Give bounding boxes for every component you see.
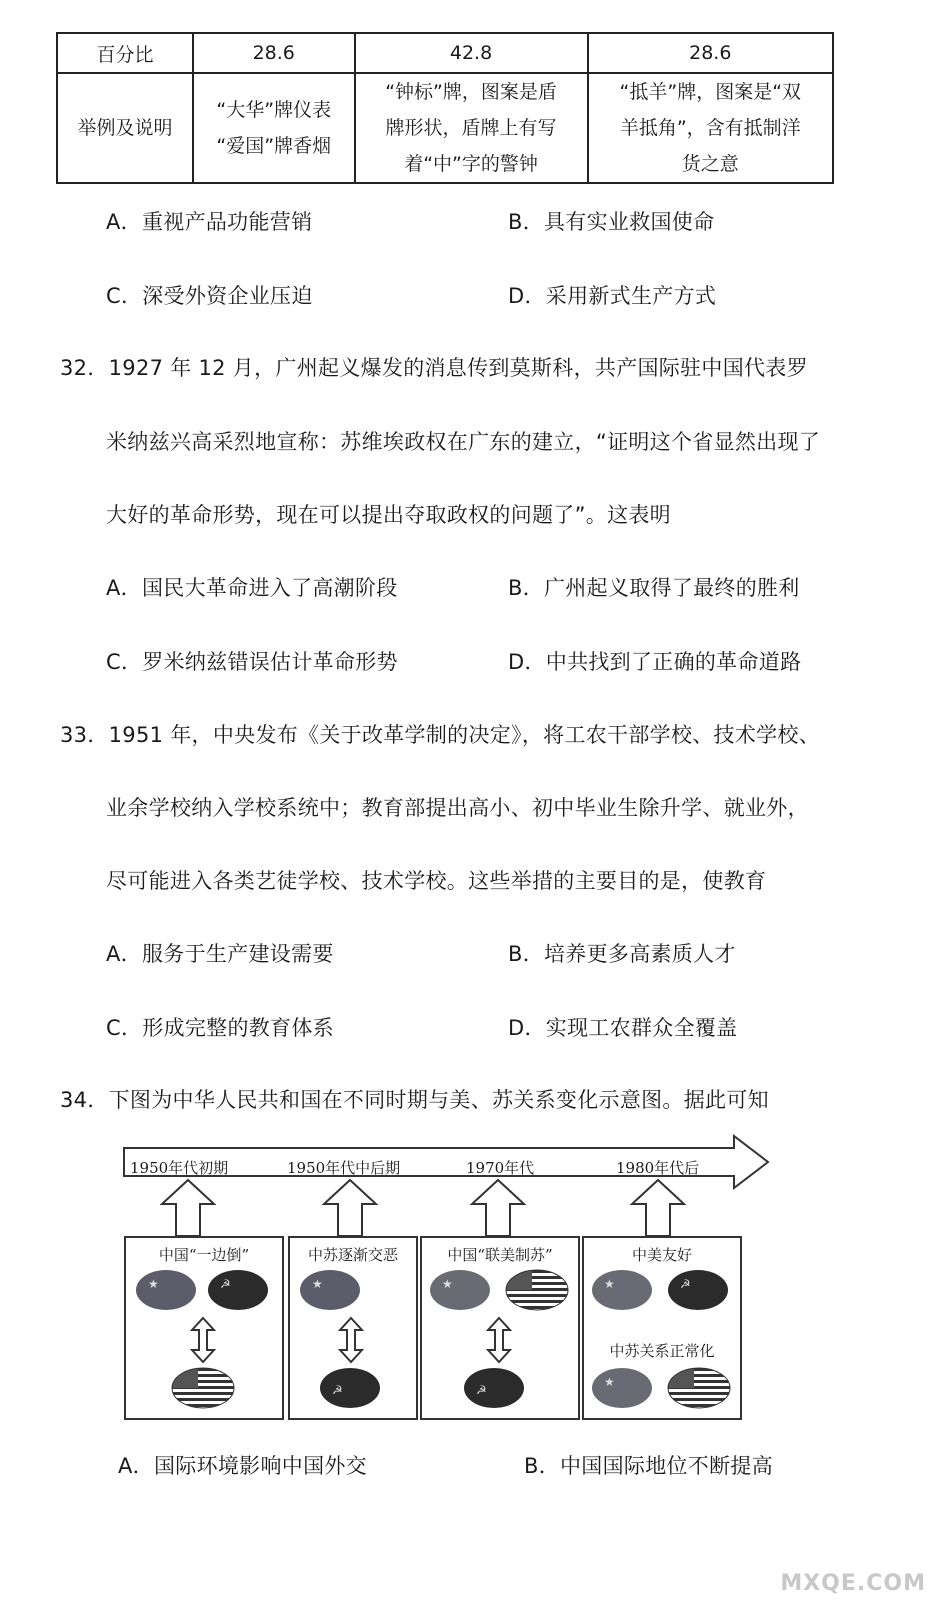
up-arrow-icon xyxy=(322,1178,378,1238)
svg-text:★: ★ xyxy=(604,1375,615,1389)
q32-option-d[interactable]: D．中共找到了正确的革命道路 xyxy=(508,650,802,674)
timeline-label: 1970年代 xyxy=(466,1159,535,1177)
usa-flag-icon xyxy=(170,1366,236,1410)
cell-line: “大华”牌仪表 xyxy=(216,99,332,121)
q31-option-b[interactable]: B．具有实业救国使命 xyxy=(508,210,715,234)
timeline-label: 1950年代初期 xyxy=(130,1159,229,1177)
box-title: 中苏逐渐交恶 xyxy=(307,1246,398,1264)
table-cell: 42.8 xyxy=(355,33,588,73)
box-title: 中国“一边倒” xyxy=(158,1246,250,1264)
q32-stem-line: 大好的革命形势，现在可以提出夺取政权的问题了”。这表明 xyxy=(106,503,671,527)
statistics-table xyxy=(56,32,834,184)
q32-stem-line: 32．1927 年 12 月，广州起义爆发的消息传到莫斯科，共产国际驻中国代表罗 xyxy=(60,356,808,380)
cell-line: “钟标”牌，图案是盾 xyxy=(385,81,557,103)
cell-line: 着“中”字的警钟 xyxy=(404,153,538,175)
q34-option-b[interactable]: B．中国国际地位不断提高 xyxy=(524,1454,774,1478)
svg-text:★: ★ xyxy=(604,1277,615,1291)
up-arrow-icon xyxy=(160,1178,216,1238)
box-title: 中国“联美制苏” xyxy=(447,1246,553,1264)
watermark: MXQE.COM xyxy=(780,1571,926,1596)
svg-text:☭: ☭ xyxy=(220,1277,231,1291)
cell-line: “抵羊”牌，图案是“双 xyxy=(619,81,802,103)
period-box-1980s-after xyxy=(582,1236,742,1420)
table-row xyxy=(57,73,833,183)
row-header-examples: 举例及说明 xyxy=(57,73,193,183)
table-cell xyxy=(588,73,833,183)
usa-flag-icon xyxy=(666,1366,732,1410)
china-flag-icon xyxy=(298,1268,362,1312)
table-cell: 28.6 xyxy=(588,33,833,73)
svg-text:☭: ☭ xyxy=(332,1383,343,1397)
q32-stem-line: 米纳兹兴高采烈地宣称：苏维埃政权在广东的建立，“证明这个省显然出现了 xyxy=(106,430,821,454)
q32-option-c[interactable]: C．罗米纳兹错误估计革命形势 xyxy=(106,650,398,674)
double-arrow-icon xyxy=(486,1316,512,1364)
q33-option-b[interactable]: B．培养更多高素质人才 xyxy=(508,942,736,966)
china-flag-icon xyxy=(590,1366,654,1410)
china-flag-icon xyxy=(134,1268,198,1312)
box-subtitle: 中苏关系正常化 xyxy=(609,1342,715,1360)
timeline-label: 1950年代中后期 xyxy=(287,1159,401,1177)
q33-stem-line: 33．1951 年，中央发布《关于改革学制的决定》，将工农干部学校、技术学校、 xyxy=(60,723,821,747)
soviet-flag-icon xyxy=(666,1268,730,1312)
china-flag-icon xyxy=(590,1268,654,1312)
up-arrow-icon xyxy=(470,1178,526,1238)
q31-option-c[interactable]: C．深受外资企业压迫 xyxy=(106,284,313,308)
usa-flag-icon xyxy=(504,1268,570,1312)
china-flag-icon xyxy=(428,1268,492,1312)
cell-line: “爱国”牌香烟 xyxy=(216,135,332,157)
double-arrow-icon xyxy=(190,1316,216,1364)
q33-option-c[interactable]: C．形成完整的教育体系 xyxy=(106,1016,334,1040)
q33-stem-line: 尽可能进入各类艺徒学校、技术学校。这些举措的主要目的是，使教育 xyxy=(106,869,767,893)
soviet-flag-icon xyxy=(206,1268,270,1312)
row-header-percent: 百分比 xyxy=(57,33,193,73)
q33-stem-line: 业余学校纳入学校系统中；教育部提出高小、初中毕业生除升学、就业外， xyxy=(106,796,809,820)
box-title: 中美友好 xyxy=(631,1246,692,1264)
table-cell: 28.6 xyxy=(193,33,355,73)
table-cell xyxy=(355,73,588,183)
period-box-1970s xyxy=(420,1236,580,1420)
q33-option-d[interactable]: D．实现工农群众全覆盖 xyxy=(508,1016,738,1040)
table-row xyxy=(57,33,833,73)
svg-text:☭: ☭ xyxy=(476,1383,487,1397)
q31-option-d[interactable]: D．采用新式生产方式 xyxy=(508,284,717,308)
q34-option-a[interactable]: A．国际环境影响中国外交 xyxy=(118,1454,367,1478)
up-arrow-icon xyxy=(630,1178,686,1238)
table-cell xyxy=(193,73,355,183)
svg-text:☭: ☭ xyxy=(680,1277,691,1291)
svg-text:★: ★ xyxy=(442,1277,453,1291)
timeline-label: 1980年代后 xyxy=(616,1159,700,1177)
q33-option-a[interactable]: A．服务于生产建设需要 xyxy=(106,942,334,966)
cell-line: 羊抵角”，含有抵制洋 xyxy=(619,117,801,139)
svg-text:★: ★ xyxy=(312,1277,323,1291)
period-box-1950s-mid-late xyxy=(288,1236,418,1420)
q34-stem: 34．下图为中华人民共和国在不同时期与美、苏关系变化示意图。据此可知 xyxy=(60,1088,769,1112)
cell-line: 牌形状，盾牌上有写 xyxy=(385,117,557,139)
cell-line: 货之意 xyxy=(681,153,739,175)
soviet-flag-icon xyxy=(462,1366,526,1410)
svg-text:★: ★ xyxy=(148,1277,159,1291)
soviet-flag-icon xyxy=(318,1366,382,1410)
q32-option-b[interactable]: B．广州起义取得了最终的胜利 xyxy=(508,576,800,600)
double-arrow-icon xyxy=(338,1316,364,1364)
period-box-1950s-early xyxy=(124,1236,284,1420)
q31-option-a[interactable]: A．重视产品功能营销 xyxy=(106,210,313,234)
q32-option-a[interactable]: A．国民大革命进入了高潮阶段 xyxy=(106,576,398,600)
